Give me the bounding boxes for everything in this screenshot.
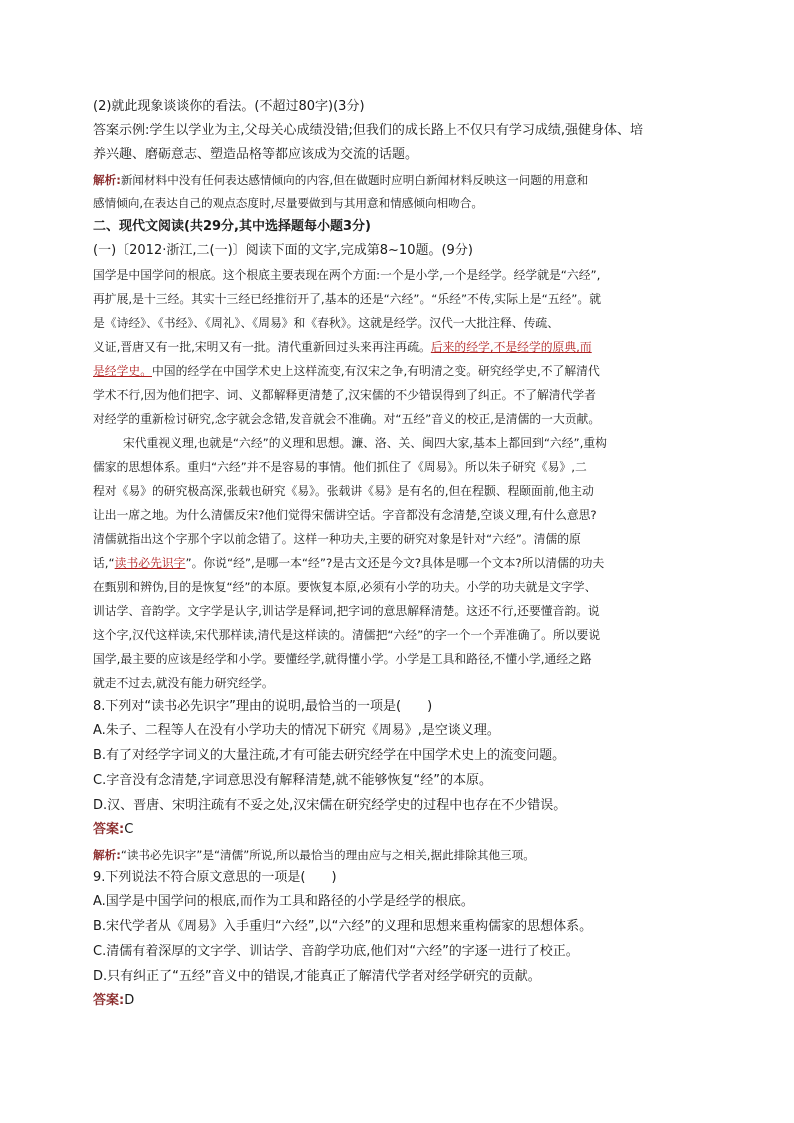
- passage-line: 宋代重视义理,也就是“六经”的义理和思想。濂、洛、关、闽四大家,基本上都回到“六经”,重构: [123, 436, 607, 450]
- q8-option-b: B.有了对经学字词义的大量注疏,才有可能去研究经学在中国学术史上的流变问题。: [93, 748, 566, 763]
- passage-line: 让出一席之地。为什么清儒反宋?他们觉得宋儒讲空话。字音都没有念清楚,空谈义理,有什么意思?: [93, 508, 597, 522]
- passage-line: 对经学的重新检讨研究,念字就会念错,发音就会不准确。对“五经”音义的校正,是清儒的一大贡献。: [93, 412, 601, 426]
- section-subtitle: (一)〔2012·浙江,二(一)〕阅读下面的文字,完成第8~10题。(9分): [93, 243, 473, 258]
- prev-answer-line-2: 养兴趣、磨砺意志、塑造品格等都应该成为交流的话题。: [93, 147, 419, 162]
- passage-line: 国学,最主要的应该是经学和小学。要懂经学,就得懂小学。小学是工具和路径,不懂小学,通经之路: [93, 652, 592, 666]
- q9-option-d: D.只有纠正了“五经”音义中的错误,才能真正了解清代学者对经学研究的贡献。: [93, 969, 541, 984]
- q9-stem: 9.下列说法不符合原文意思的一项是( ): [93, 870, 337, 885]
- q8-answer: 答案:C: [93, 822, 134, 837]
- prev-analysis-line-1: 解析:新闻材料中没有任何表达感情倾向的内容,但在做题时应明白新闻材料反映这一问题的用意和: [93, 173, 589, 187]
- q9-option-c: C.清儒有着深厚的文字学、训诂学、音韵学功底,他们对“六经”的字逐一进行了校正。: [93, 944, 579, 959]
- section-title: 二、现代文阅读(共29分,其中选择题每小题3分): [93, 219, 371, 234]
- answer-label: 答案:: [93, 993, 125, 1008]
- prev-answer-line-1: 答案示例:学生以学业为主,父母关心成绩没错;但我们的成长路上不仅只有学习成绩,强健身体、培: [93, 123, 644, 138]
- highlighted-quote: 读书必先识字: [114, 556, 186, 570]
- answer-label: 答案:: [93, 822, 125, 837]
- passage-line: 话,“读书必先识字”。你说“经”,是哪一本“经”?是古文还是今文?具体是哪一个文本?所以清儒的功夫: [93, 556, 605, 570]
- passage-line: 义证,晋唐又有一批,宋明又有一批。清代重新回过头来再注再疏。后来的经学,不是经学的原典,而: [93, 340, 592, 354]
- q9-answer: 答案:D: [93, 993, 135, 1008]
- q8-analysis: 解析:“读书必先识字”是“清儒”所说,所以最恰当的理由应与之相关,据此排除其他三项。: [93, 848, 535, 862]
- passage-line: 是经学史。中国的经学在中国学术史上这样流变,有汉宋之争,有明清之变。研究经学史,不了解清代: [93, 364, 600, 378]
- analysis-label: 解析:: [93, 173, 121, 187]
- prev-analysis-line-2: 感情倾向,在表达自己的观点态度时,尽量要做到与其用意和情感倾向相吻合。: [93, 196, 483, 210]
- q8-option-c: C.字音没有念清楚,字词意思没有解释清楚,就不能够恢复“经”的本原。: [93, 773, 492, 788]
- highlighted-sentence: 后来的经学,不是经学的原典,而: [430, 340, 592, 354]
- prev-question: (2)就此现象谈谈你的看法。(不超过80字)(3分): [93, 99, 365, 114]
- passage-line: 再扩展,是十三经。其实十三经已经推衍开了,基本的还是“六经”。“乐经”不传,实际上是“五经”。就: [93, 292, 602, 306]
- q9-option-b: B.宋代学者从《周易》入手重归“六经”,以“六经”的义理和思想来重构儒家的思想体系。: [93, 919, 593, 934]
- passage-line: 就走不过去,就没有能力研究经学。: [93, 676, 274, 690]
- q8-stem: 8.下列对“读书必先识字”理由的说明,最恰当的一项是( ): [93, 699, 433, 714]
- passage-line: 学术不行,因为他们把字、词、义都解释更清楚了,汉宋儒的不少错误得到了纠正。不了解清代学者: [93, 388, 596, 402]
- passage-line: 儒家的思想体系。重归“六经”并不是容易的事情。他们抓住了《周易》。所以朱子研究《易》,二: [93, 460, 587, 474]
- passage-line: 是《诗经》、《书经》、《周礼》、《周易》和《春秋》。这就是经学。汉代一大批注释、传疏、: [93, 316, 559, 330]
- passage-line: 国学是中国学问的根底。这个根底主要表现在两个方面:一个是小学,一个是经学。经学就是“六经”,: [93, 268, 601, 282]
- analysis-label: 解析:: [93, 848, 121, 862]
- passage-line: 这个字,汉代这样读,宋代那样读,清代是这样读的。清儒把“六经”的字一个一个弄准确了。所以要说: [93, 628, 601, 642]
- passage-line: 清儒就指出这个字那个字以前念错了。这样一种功夫,主要的研究对象是针对“六经”。清儒的原: [93, 532, 581, 546]
- highlighted-sentence: 是经学史。: [93, 364, 152, 378]
- passage-line: 训诂学、音韵学。文字学是认字,训诂学是释词,把字词的意思解释清楚。这还不行,还要懂音韵。说: [93, 604, 600, 618]
- passage-line: 程对《易》的研究极高深,张载也研究《易》。张载讲《易》是有名的,但在程颢、程颐面前,他主动: [93, 484, 594, 498]
- passage-line: 在甄别和辨伪,目的是恢复“经”的本原。要恢复本原,必须有小学的功夫。小学的功夫就是文字学、: [93, 580, 597, 594]
- q8-option-a: A.朱子、二程等人在没有小学功夫的情况下研究《周易》,是空谈义理。: [93, 723, 500, 738]
- q8-option-d: D.汉、晋唐、宋明注疏有不妥之处,汉宋儒在研究经学史的过程中也存在不少错误。: [93, 798, 567, 813]
- q9-option-a: A.国学是中国学问的根底,而作为工具和路径的小学是经学的根底。: [93, 894, 474, 909]
